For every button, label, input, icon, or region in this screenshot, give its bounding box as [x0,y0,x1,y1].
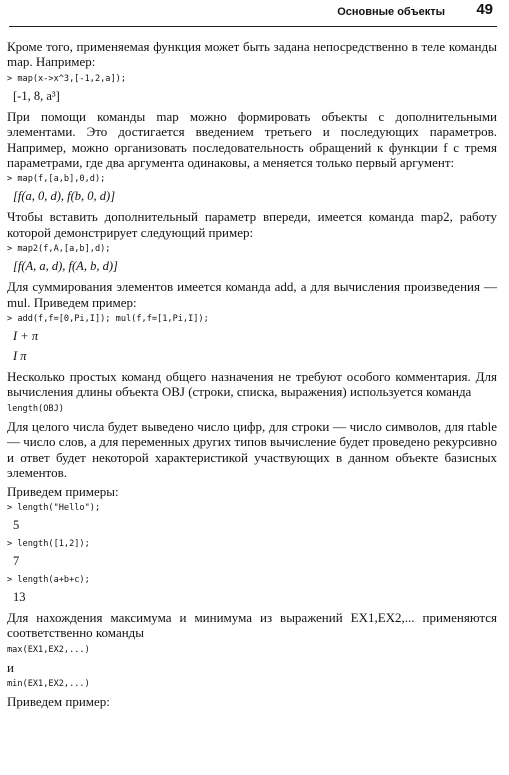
section-title: Основные объекты [337,6,445,18]
paragraph: Для нахождения максимума и минимума из выражений EX1,EX2,... применяются соответственно команды [7,609,497,641]
code-input: > length(a+b+c); [7,574,90,585]
paragraph: Приведем пример: [7,694,110,710]
code-input: > map(x->x^3,[-1,2,a]); [7,73,126,84]
code-output: I + π [13,329,39,344]
page-header [9,0,497,27]
page-content [7,27,497,710]
code-output: I π [13,349,27,364]
paragraph: Чтобы вставить дополнительный параметр впереди, имеется команда map2, работу которой демонстрирует следующий пример: [7,209,497,240]
code-syntax: max(EX1,EX2,...) [7,644,90,655]
paragraph: Несколько простых команд общего назначения не требуют особого комментария. Для вычисления длины объекта OBJ (строки, списка, выражения) используется команда [7,369,497,400]
paragraph: Кроме того, применяемая функция может быть задана непосредственно в теле команды map. Например: [7,39,497,70]
paragraph: и [7,659,14,675]
code-syntax: min(EX1,EX2,...) [7,679,90,690]
code-input: > add(f,f=[0,Pi,I]); mul(f,f=[1,Pi,I]); [7,314,209,325]
paragraph: Приведем примеры: [7,483,119,499]
page-number: 49 [476,1,493,18]
code-syntax: length(OBJ) [7,403,64,414]
code-output: 13 [13,589,26,604]
paragraph: При помощи команды map можно формировать объекты с дополнительными элементами. Это достигается введением третьего и последующих параметров. Например, можно организовать последовательность обращений к функции f с тремя параметрами, где два аргумента одинаковы, а меняется только первый аргумент: [7,108,497,171]
code-input: > length("Hello"); [7,502,101,513]
paragraph: Для суммирования элементов имеется команда add, а для вычисления произведения — mul. Приведем пример: [7,279,497,310]
code-input: > map(f,[a,b],0,d); [7,174,106,185]
code-output: [f(A, a, d), f(A, b, d)] [13,259,118,274]
code-output: [-1, 8, a³] [13,88,60,103]
code-input: > map2(f,A,[a,b],d); [7,244,111,255]
paragraph: Для целого числа будет выведено число цифр, для строки — число символов, для rtable — число слов, а для переменных других типов вычисление будет проведено рекурсивно и ответ будет некоторой характеристикой участвующих в данном объекте базисных элементов. [7,418,497,481]
code-output: 7 [13,553,20,568]
code-input: > length([1,2]); [7,538,90,549]
code-output: [f(a, 0, d), f(b, 0, d)] [13,189,116,204]
code-output: 5 [13,517,20,532]
